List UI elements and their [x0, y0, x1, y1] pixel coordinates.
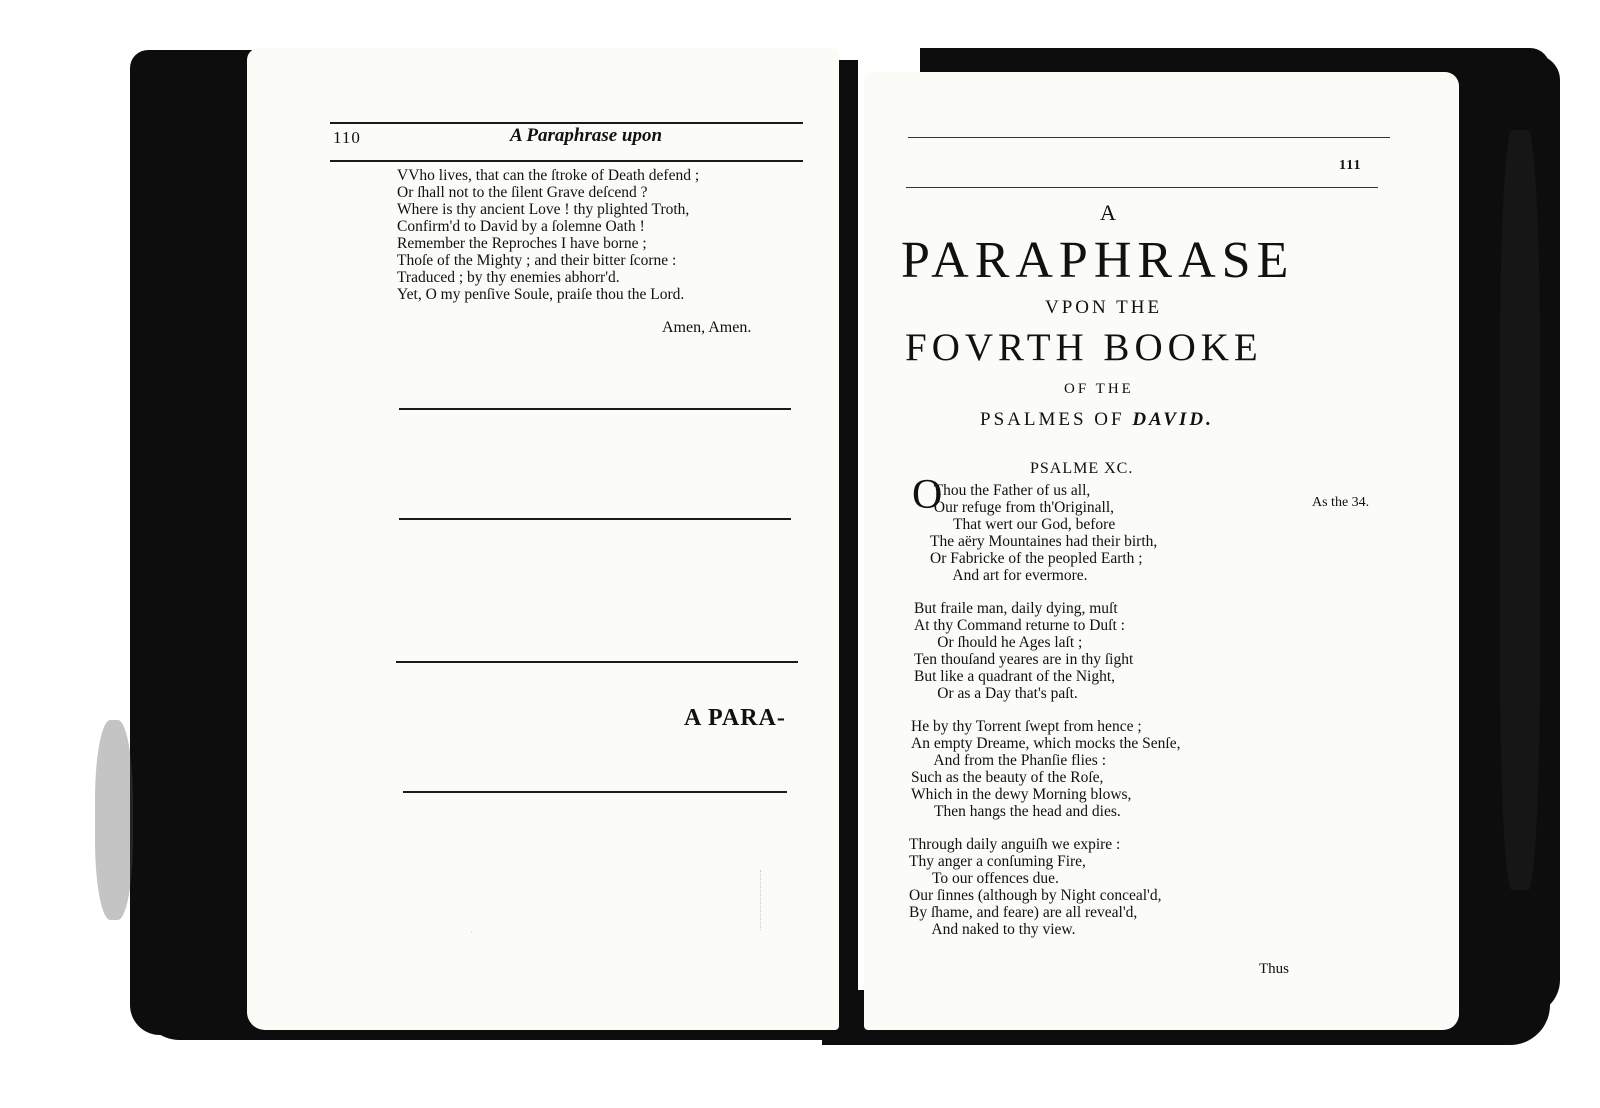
bleed-through-mark: ·: [470, 925, 473, 939]
left-running-title: A Paraphrase upon: [510, 125, 663, 146]
psalm-stanza-1: Thou the Father of us all, Our refuge from th'Originall, That wert our God, before The aëry Mountaines had their birth, Or Fabricke of the peopled Earth ; And art for evermore.: [930, 482, 1158, 584]
title-david: DAVID.: [1132, 409, 1214, 430]
header-rule-bottom: [906, 187, 1378, 188]
title-a: A: [1100, 200, 1118, 225]
margin-note: As the 34.: [1312, 495, 1370, 510]
title-upon-the: VPON THE: [1045, 297, 1163, 318]
closing-amen: Amen, Amen.: [662, 319, 752, 336]
header-rule-bottom: [330, 160, 803, 162]
title-fourth-booke: FOVRTH BOOKE: [905, 326, 1263, 369]
title-paraphrase: PARAPHRASE: [901, 232, 1295, 289]
catchword: Thus: [1259, 961, 1289, 977]
title-psalmes-of-david: [980, 409, 1214, 431]
page-smudge: [95, 720, 133, 920]
show-through-rule: [396, 661, 798, 663]
title-of-the: OF THE: [1064, 381, 1134, 397]
header-rule-top: [330, 122, 803, 124]
show-through-rule: [403, 791, 787, 793]
catch-heading: A PARA-: [684, 705, 786, 731]
psalm-heading: PSALME XC.: [1030, 460, 1134, 477]
right-page-number: 111: [1339, 158, 1362, 173]
left-page-number: 110: [333, 128, 361, 147]
drop-capital: O: [912, 472, 943, 518]
header-rule-top: [908, 137, 1390, 138]
bleed-through-mark: [760, 870, 801, 930]
show-through-rule: [399, 518, 791, 520]
psalm-stanza-4: Through daily anguiſh we expire : Thy anger a conſuming Fire, To our offences due. Our ſinnes (although by Night conceal'd, By ſhame, and feare) are all reveal'd, And naked to thy view.: [909, 836, 1162, 938]
title-psalmes: PSALMES OF: [980, 409, 1125, 430]
show-through-rule: [399, 408, 791, 410]
page-smudge: [1500, 130, 1540, 890]
left-verse-text: VVho lives, that can the ſtroke of Death defend ; Or ſhall not to the ſilent Grave deſcend ? Where is thy ancient Love ! thy plighted Troth, Confirm'd to David by a ſolemne Oath ! Remember the Reproches I have borne ; Thoſe of the Mighty ; and their bitter ſcorne : Traduced ; by thy enemies abhorr'd. Yet, O my penſive Soule, praiſe thou the Lord.: [397, 167, 700, 303]
psalm-stanza-3: He by thy Torrent ſwept from hence ; An empty Dreame, which mocks the Senſe, And from the Phanſie flies : Such as the beauty of the Roſe, Which in the dewy Morning blows, Then hangs the head and dies.: [911, 718, 1181, 820]
psalm-stanza-2: But fraile man, daily dying, muſt At thy Command returne to Duſt : Or ſhould he Ages laſt ; Ten thouſand yeares are in thy ſight But like a quadrant of the Night, Or as a Day that's paſt.: [914, 600, 1134, 702]
